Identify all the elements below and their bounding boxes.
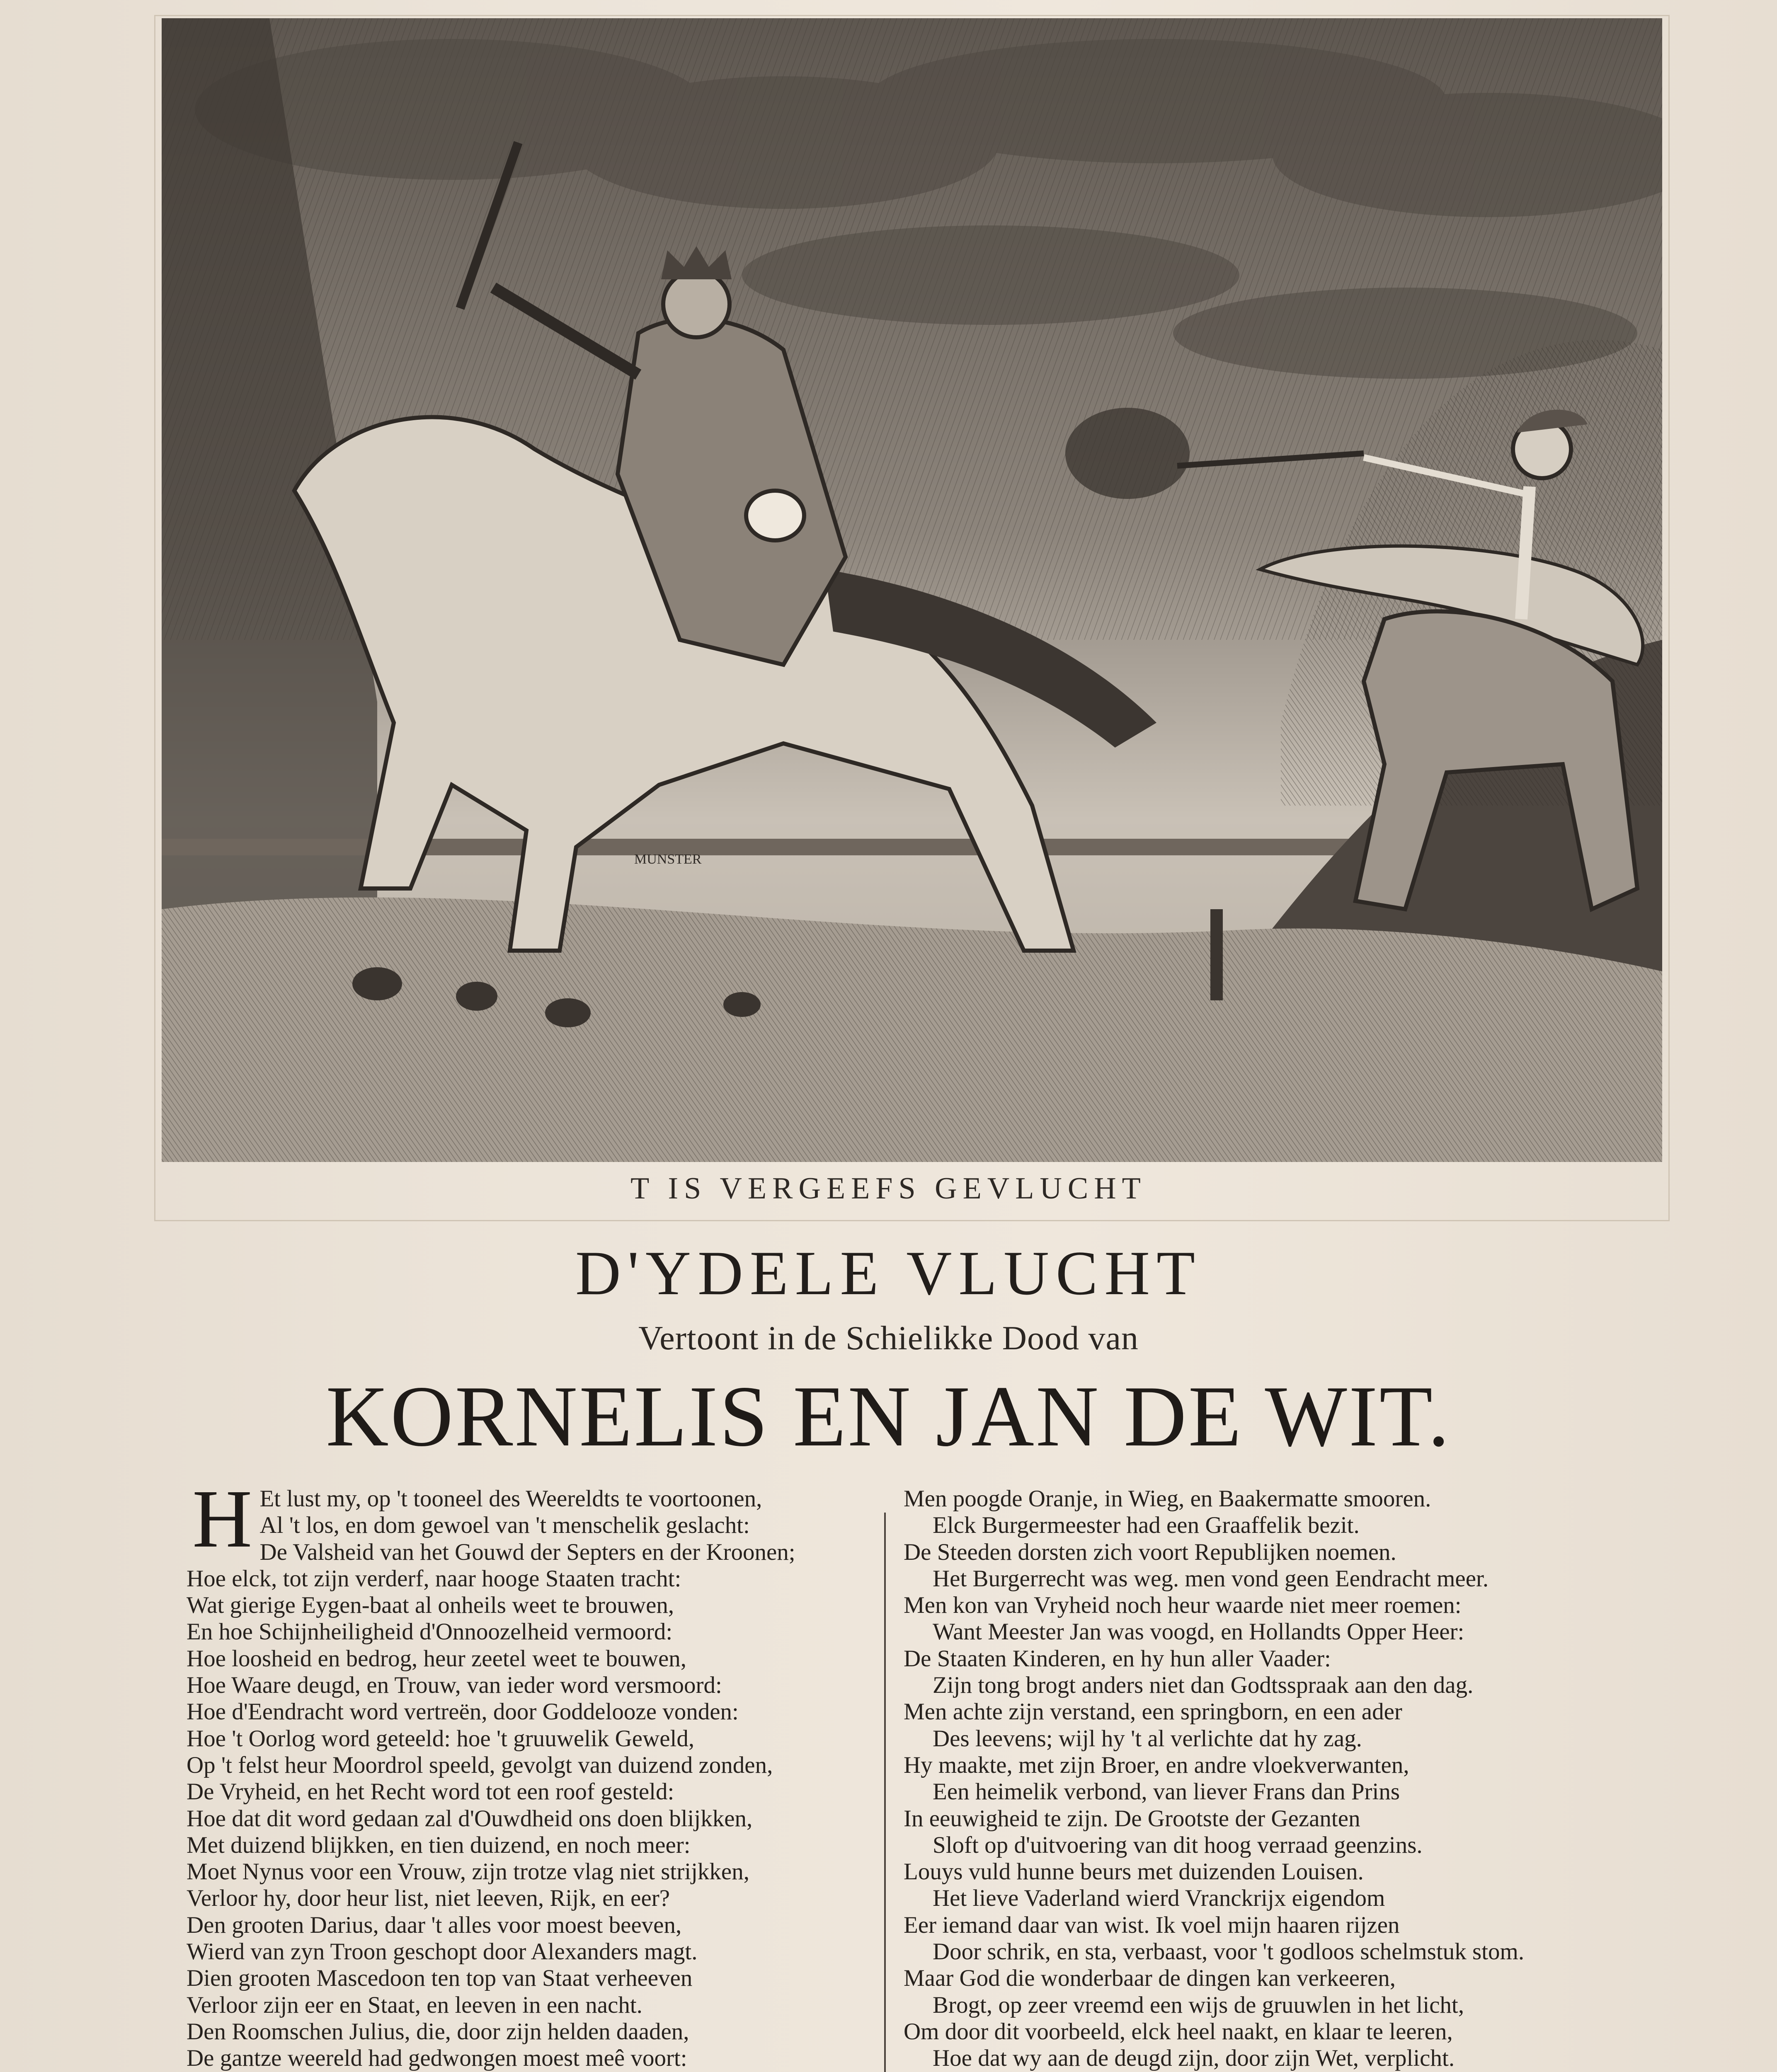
poem-line: De gantze weereld had gedwongen moest meê voort: <box>187 2045 687 2072</box>
poem-line: Het Burgerrecht was weg. men vond geen Eendracht meer. <box>933 1565 1489 1592</box>
poem-line: Men kon van Vryheid noch heur waarde niet meer roemen: <box>904 1592 1462 1619</box>
poem-line: Hoe dat wy aan de deugd zijn, door zijn Wet, verplicht. <box>933 2045 1455 2072</box>
poem-line: Hoe Waare deugd, en Trouw, van ieder word versmoord: <box>187 1672 722 1699</box>
engraving-illustration <box>162 18 1662 1162</box>
poem-line: Des leevens; wijl hy 't al verlichte dat hy zag. <box>933 1725 1362 1752</box>
poem-line: Maar God die wonderbaar de dingen kan verkeeren, <box>904 1965 1396 1992</box>
poem-line: Men poogde Oranje, in Wieg, en Baakermatte smooren. <box>904 1486 1431 1512</box>
poem-line: Men achte zijn verstand, een springborn, en een ader <box>904 1699 1402 1725</box>
poem-line: Hoe elck, tot zijn verderf, naar hooge Staaten tracht: <box>187 1565 681 1592</box>
poem-line: Hoe loosheid en bedrog, heur zeetel weet te bouwen, <box>187 1645 687 1672</box>
poem-line: Hy maakte, met zijn Broer, en andre vloekverwanten, <box>904 1752 1409 1778</box>
poem-line: Om door dit voorbeeld, elck heel naakt, en klaar te leeren, <box>904 2018 1453 2045</box>
poem-line: Want Meester Jan was voogd, en Hollandts Opper Heer: <box>933 1619 1464 1645</box>
poem-line: Hoe d'Eendracht word vertreën, door Goddelooze vonden: <box>187 1699 739 1725</box>
poem-line: En hoe Schijnheiligheid d'Onnoozelheid vermoord: <box>187 1619 673 1645</box>
poem-line: Sloft op d'uitvoering van dit hoog verraad geenzins. <box>933 1832 1423 1858</box>
poem-line: Eer iemand daar van wist. Ik voel mijn haaren rijzen <box>904 1912 1400 1938</box>
plate-caption: T IS VERGEEFS GEVLUCHT <box>630 1172 1147 1205</box>
poem-line: Met duizend blijkken, en tien duizend, en noch meer: <box>187 1832 691 1858</box>
poem-line: Verloor hy, door heur list, niet leeven, Rijk, en eer? <box>187 1885 670 1912</box>
engraving-scene <box>162 18 1662 1162</box>
poem-line: Op 't felst heur Moordrol speeld, gevolgt van duizend zonden, <box>187 1752 773 1778</box>
poem-line: Wat gierige Eygen-baat al onheils weet te brouwen, <box>187 1592 674 1619</box>
poem-line: Het lieve Vaderland wierd Vranckrijx eigendom <box>933 1885 1385 1912</box>
column-divider <box>884 1513 886 2072</box>
poem-line: Hoe 't Oorlog word geteeld: hoe 't gruuwelik Geweld, <box>187 1725 695 1752</box>
poem-line: Et lust my, op 't tooneel des Weereldts te voortoonen, <box>259 1486 762 1512</box>
poem-right-column <box>904 1486 1592 2072</box>
poem-line: De Vryheid, en het Recht word tot een roof gesteld: <box>187 1779 674 1805</box>
poem-line: In eeuwigheid te zijn. De Grootste der Gezanten <box>904 1805 1360 1832</box>
poem-line: Elck Burgermeester had een Graaffelik bezit. <box>933 1512 1360 1539</box>
poem-line: De Valsheid van het Gouwd der Septers en der Kroonen; <box>259 1539 795 1565</box>
poem-left-column <box>187 1473 866 2072</box>
poem-line: Verloor zijn eer en Staat, en leeven in een nacht. <box>187 1992 642 2018</box>
poem-line: De Staaten Kinderen, en hy hun aller Vaader: <box>904 1645 1331 1672</box>
ground-hatching <box>162 898 1662 1162</box>
poem-line: Den grooten Darius, daar 't alles voor moest beeven, <box>187 1912 682 1938</box>
town-label: MUNSTER <box>634 852 702 867</box>
poem-line: De Steeden dorsten zich voort Republijken noemen. <box>904 1539 1396 1565</box>
poem-line: Dien grooten Mascedoon ten top van Staat verheeven <box>187 1965 693 1992</box>
drop-cap: H <box>192 1473 252 1565</box>
poem-line: Den Roomschen Julius, die, door zijn helden daaden, <box>187 2018 689 2045</box>
page-subtitle: Vertoont in de Schielikke Dood van <box>638 1319 1139 1357</box>
poem-line: Brogt, op zeer vreemd een wijs de gruuwlen in het licht, <box>933 1992 1464 2018</box>
poem-line: Wierd van zyn Troon geschopt door Alexanders magt. <box>187 1939 698 1965</box>
subject-names: KORNELIS EN JAN DE WIT. <box>326 1368 1451 1464</box>
poem-line: Moet Nynus voor een Vrouw, zijn trotze vlag niet strijkken, <box>187 1859 749 1885</box>
poem-line: Zijn tong brogt anders niet dan Godtsspraak aan den dag. <box>933 1672 1474 1699</box>
poem-line: Een heimelik verbond, van liever Frans dan Prins <box>933 1779 1400 1805</box>
poem-line: Hoe dat dit word gedaan zal d'Ouwdheid ons doen blijkken, <box>187 1805 753 1832</box>
poem-line: Al 't los, en dom gewoel van 't menschelik geslacht: <box>259 1512 750 1539</box>
page-title: D'YDELE VLUCHT <box>575 1238 1202 1308</box>
poem-line: Door schrik, en sta, verbaast, voor 't godloos schelmstuk stom. <box>933 1939 1525 1965</box>
poem-line: Louys vuld hunne beurs met duizenden Louisen. <box>904 1859 1364 1885</box>
